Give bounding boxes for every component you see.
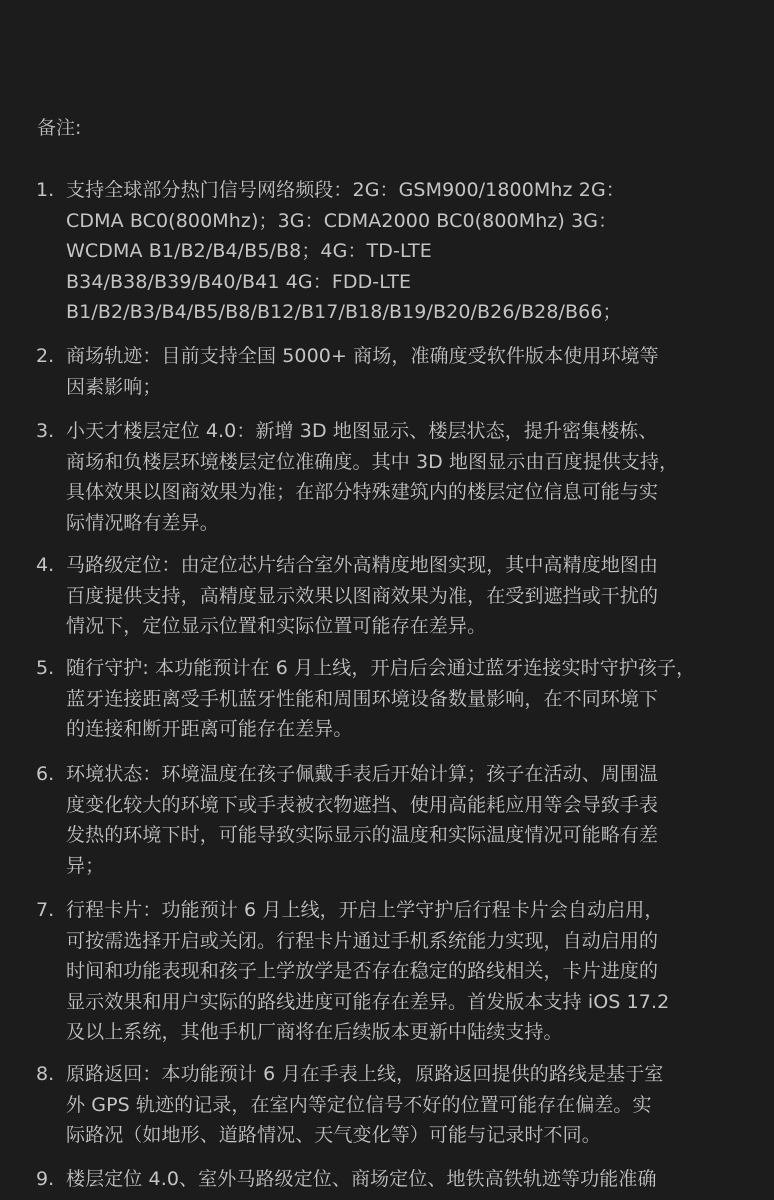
note-number: 6. — [36, 763, 55, 785]
note-number: 1. — [36, 179, 55, 201]
note-text: 支持全球部分热门信号网络频段：2G：GSM900/1800Mhz 2G： CDMA BC0(800Mhz)；3G：CDMA2000 BC0(800Mhz) 3G： WCDMA B1/B2/B4/B5/B8；4G：TD-LTE B34/B38/B39/B40/B41 4G：FDD-LTE B1/B2/B3/B4/B5/B8/B12/B17/B18/B19/B20/B26/B28/B66； — [66, 179, 625, 323]
note-number: 3. — [36, 420, 55, 442]
note-number: 4. — [36, 554, 55, 576]
note-text: 小天才楼层定位 4.0：新增 3D 地图显示、楼层状态，提升密集楼栋、 商场和负楼层环境楼层定位准确度。其中 3D 地图显示由百度提供支持， 具体效果以图商效果为准；在部分特殊建筑内的楼层定位信息可能与实 际情况略有差异。 — [66, 420, 679, 534]
note-text: 原路返回：本功能预计 6 月在手表上线，原路返回提供的路线是基于室 外 GPS 轨迹的记录，在室内等定位信号不好的位置可能存在偏差。实 际路况（如地形、道路情况、天气变化等）可能与记录时不同。 — [66, 1063, 664, 1146]
note-text: 商场轨迹：目前支持全国 5000+ 商场，准确度受软件版本使用环境等 因素影响； — [66, 345, 659, 398]
note-text: 行程卡片：功能预计 6 月上线，开启上学守护后行程卡片会自动启用， 可按需选择开启或关闭。行程卡片通过手机系统能力实现，自动启用的 时间和功能表现和孩子上学放学是否存在稳定的路线相关，卡片进度的 显示效果和用户实际的路线进度可能存在差异。首发版本支持 iOS 17.2 及以上系统，其他手机厂商将在后续版本更新中陆续支持。 — [66, 899, 670, 1043]
note-number: 5. — [36, 657, 55, 679]
note-text: 楼层定位 4.0、室外马路级定位、商场定位、地铁高铁轨迹等功能准确 — [66, 1168, 657, 1190]
note-number: 9. — [36, 1168, 55, 1190]
note-number: 8. — [36, 1063, 55, 1085]
note-text: 环境状态：环境温度在孩子佩戴手表后开始计算；孩子在活动、周围温 度变化较大的环境下或手表被衣物遮挡、使用高能耗应用等会导致手表 发热的环境下时，可能导致实际显示的温度和实际温度情况可能略有差 异； — [66, 763, 659, 877]
note-number: 2. — [36, 345, 55, 367]
note-text: 随行守护: 本功能预计在 6 月上线，开启后会通过蓝牙连接实时守护孩子， 蓝牙连接距离受手机蓝牙性能和周围环境设备数量影响，在不同环境下 的连接和断开距离可能存在差异。 — [66, 657, 696, 740]
note-text: 马路级定位：由定位芯片结合室外高精度地图实现，其中高精度地图由 百度提供支持，高精度显示效果以图商效果为准，在受到遮挡或干扰的 情况下，定位显示位置和实际位置可能存在差异。 — [66, 554, 659, 637]
note-number: 7. — [36, 899, 55, 921]
notes-heading: 备注: — [37, 117, 82, 139]
